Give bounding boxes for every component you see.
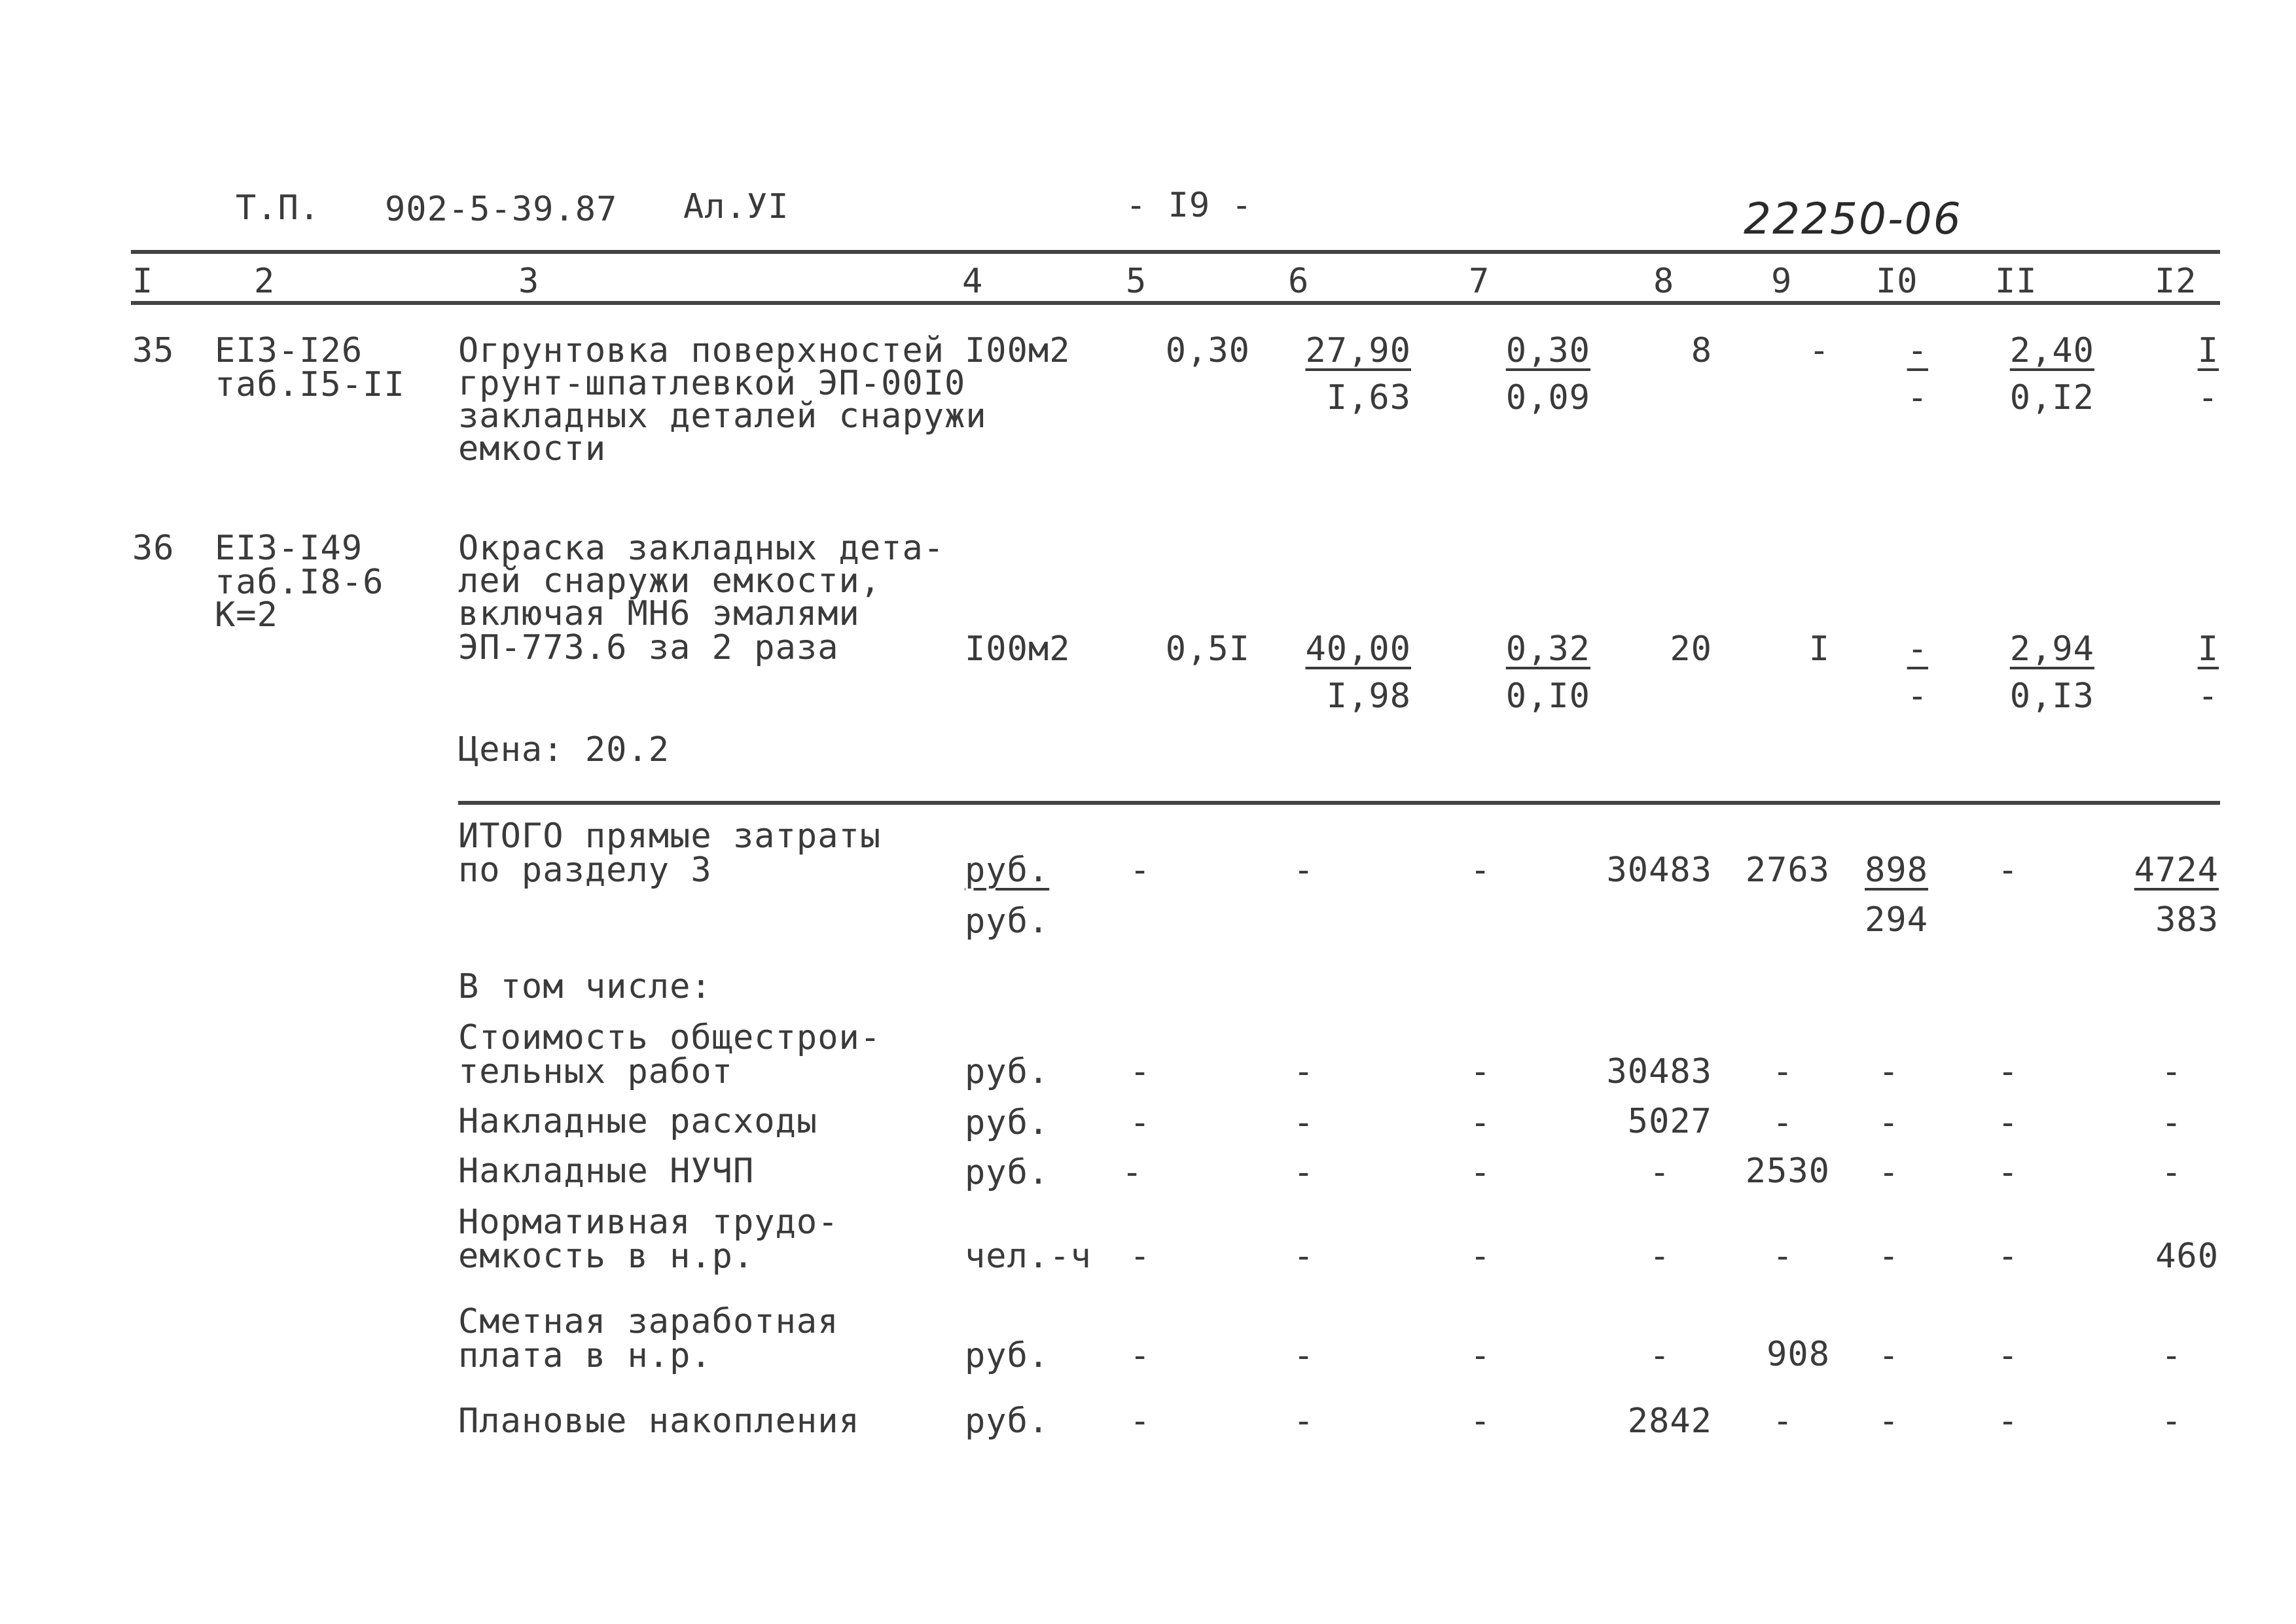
breakdown-label: Сметная заработная [458,1302,839,1341]
breakdown-col6: - [1293,1402,1315,1441]
breakdown-col8: 30483 [1606,1052,1712,1091]
labor-total: I [2197,629,2219,669]
project-number: 902-5-39.87 [385,190,618,229]
page-number: - I9 - [1126,186,1253,225]
breakdown-col10: - [1878,1402,1900,1441]
breakdown-col10: - [1878,1237,1900,1276]
breakdown-col5: - [1130,1402,1151,1441]
col-header: I [132,262,154,301]
breakdown-col12: - [2161,1336,2183,1375]
col-header: 7 [1469,262,1490,301]
total-cost: 8 [1691,331,1712,370]
breakdown-col12: - [2161,1153,2183,1192]
breakdown-col6: - [1293,1052,1315,1091]
total-col7: - [1470,851,1492,890]
including-label: В том числе: [458,967,712,1006]
breakdown-col8: 2842 [1627,1402,1712,1441]
doc-number: 22250-06 [1744,194,1962,244]
breakdown-label: плата в н.р. [458,1336,712,1375]
row-number: 35 [132,331,175,370]
breakdown-col11: - [1998,1103,2019,1142]
labor-machine-total: - [2197,378,2219,417]
breakdown-unit: руб. [965,1153,1050,1192]
total-col9: 2763 [1745,851,1830,890]
col-header: I0 [1876,262,1918,301]
labor-unit: 2,94 [2009,629,2094,669]
col-header: 8 [1653,262,1675,301]
breakdown-col12: 460 [2155,1237,2219,1276]
breakdown-col9: - [1772,1237,1794,1276]
price-note: Цена: 20.2 [458,730,670,769]
total-col12: 4724 [2134,851,2219,890]
machine-cost: - [1907,629,1928,669]
breakdown-col6: - [1293,1336,1315,1375]
row-description: включая МН6 эмалями [458,594,860,633]
total-unit: руб. [965,902,1050,941]
breakdown-col9: 2530 [1745,1152,1830,1191]
breakdown-label: емкость в н.р. [458,1237,755,1276]
col-header: II [1995,262,2037,301]
breakdown-col7: - [1470,1402,1492,1441]
total-col8: 30483 [1606,851,1712,890]
row-description: грунт-шпатлевкой ЭП-00I0 [458,364,966,403]
labor-machine-total: - [2197,677,2219,716]
total-col11: - [1998,851,2019,890]
breakdown-col11: - [1998,1336,2019,1375]
row-code: EI3-I49 [215,529,363,568]
row-quantity: 0,5I [1165,629,1250,669]
row-description: емкости [458,429,607,468]
labor-machine-unit: 0,I2 [2009,378,2094,417]
breakdown-col8: 5027 [1627,1102,1712,1141]
breakdown-col5: - [1130,1336,1151,1375]
breakdown-col12: - [2161,1402,2183,1441]
breakdown-unit: руб. [965,1052,1050,1091]
breakdown-col7: - [1470,1103,1492,1142]
unit-cost-machines: 0,32 [1505,629,1590,669]
machine-wages: - [1907,677,1928,716]
total-wages: - [1808,331,1830,370]
col-header: 5 [1126,262,1147,301]
breakdown-unit: чел.-ч [965,1237,1092,1276]
breakdown-col11: - [1998,1153,2019,1192]
col-header: 4 [962,262,984,301]
breakdown-col9: - [1772,1402,1794,1441]
row-number: 36 [132,529,175,568]
breakdown-col10: - [1878,1336,1900,1375]
header-top-rule [131,250,2220,254]
breakdown-unit: руб. [965,1402,1050,1441]
breakdown-col11: - [1998,1052,2019,1091]
row-description: закладных деталей снаружи [458,397,987,436]
breakdown-col5: - [1130,1237,1151,1276]
labor-unit: 2,40 [2009,331,2094,370]
total-col5: - [1130,851,1151,890]
unit-cost-machines: 0,30 [1505,331,1590,370]
row-quantity: 0,30 [1165,331,1250,370]
tp-label: Т.П. [236,188,321,228]
row-unit: I00м2 [965,331,1071,370]
breakdown-label: Плановые накопления [458,1402,860,1441]
breakdown-col5: - [1122,1153,1143,1192]
total-wages: I [1808,629,1830,669]
unit-cost-wages: I,98 [1326,677,1411,716]
unit-cost-wages: I,63 [1326,378,1411,417]
album-label: Ал.УI [683,187,789,226]
total-col6: - [1293,851,1315,890]
machine-cost: - [1907,331,1928,370]
row-code: EI3-I26 [215,331,363,370]
breakdown-col12: - [2161,1103,2183,1142]
total-col10: 898 [1865,851,1928,890]
labor-machine-unit: 0,I3 [2009,677,2094,716]
breakdown-label: Накладные НУЧП [458,1152,755,1191]
breakdown-col10: - [1878,1052,1900,1091]
breakdown-col7: - [1470,1237,1492,1276]
breakdown-label: Стоимость общестрои- [458,1018,882,1057]
breakdown-col7: - [1470,1153,1492,1192]
breakdown-col10: - [1878,1153,1900,1192]
header-bottom-rule [131,301,2220,305]
machine-wages: - [1907,378,1928,417]
breakdown-col9: 908 [1767,1335,1830,1374]
total-label: ИТОГО прямые затраты [458,817,882,856]
row-code: К=2 [215,595,278,635]
total-unit: руб. [965,851,1050,890]
labor-total: I [2197,331,2219,370]
total-cost: 20 [1670,629,1712,669]
breakdown-col6: - [1293,1103,1315,1142]
breakdown-col5: - [1130,1052,1151,1091]
breakdown-col12: - [2161,1052,2183,1091]
col-header: I2 [2155,262,2197,301]
breakdown-col7: - [1470,1052,1492,1091]
breakdown-label: Нормативная трудо- [458,1203,839,1242]
col-header: 3 [518,262,540,301]
breakdown-col8: - [1649,1237,1671,1276]
col-header: 2 [254,262,276,301]
breakdown-col10: - [1878,1103,1900,1142]
breakdown-label: тельных работ [458,1052,733,1091]
breakdown-label: Накладные расходы [458,1102,818,1141]
breakdown-col11: - [1998,1237,2019,1276]
row-description: Окраска закладных дета- [458,529,945,568]
unit-cost-machine-wages: 0,09 [1505,378,1590,417]
unit-cost-machine-wages: 0,I0 [1505,677,1590,716]
total-label: по разделу 3 [458,851,712,890]
breakdown-col9: - [1772,1103,1794,1142]
breakdown-col8: - [1649,1336,1671,1375]
breakdown-unit: руб. [965,1103,1050,1142]
breakdown-col7: - [1470,1336,1492,1375]
breakdown-col8: - [1649,1153,1671,1192]
row-code: таб.I5-II [215,365,405,404]
row-description: Огрунтовка поверхностей [458,331,945,370]
breakdown-col6: - [1293,1153,1315,1192]
total-col10: 294 [1865,900,1928,940]
row-unit: I00м2 [965,629,1071,669]
col-header: 6 [1288,262,1310,301]
unit-cost-total: 40,00 [1305,629,1411,669]
breakdown-col6: - [1293,1237,1315,1276]
breakdown-col11: - [1998,1402,2019,1441]
unit-cost-total: 27,90 [1305,331,1411,370]
row-description: лей снаружи емкости, [458,561,882,601]
row-code: таб.I8-6 [215,563,384,602]
breakdown-col5: - [1130,1103,1151,1142]
breakdown-col9: - [1772,1052,1794,1091]
total-col12: 383 [2155,900,2219,940]
row-description: ЭП-773.6 за 2 раза [458,628,839,667]
breakdown-unit: руб. [965,1336,1050,1375]
col-header: 9 [1771,262,1793,301]
total-rule [458,801,2220,805]
